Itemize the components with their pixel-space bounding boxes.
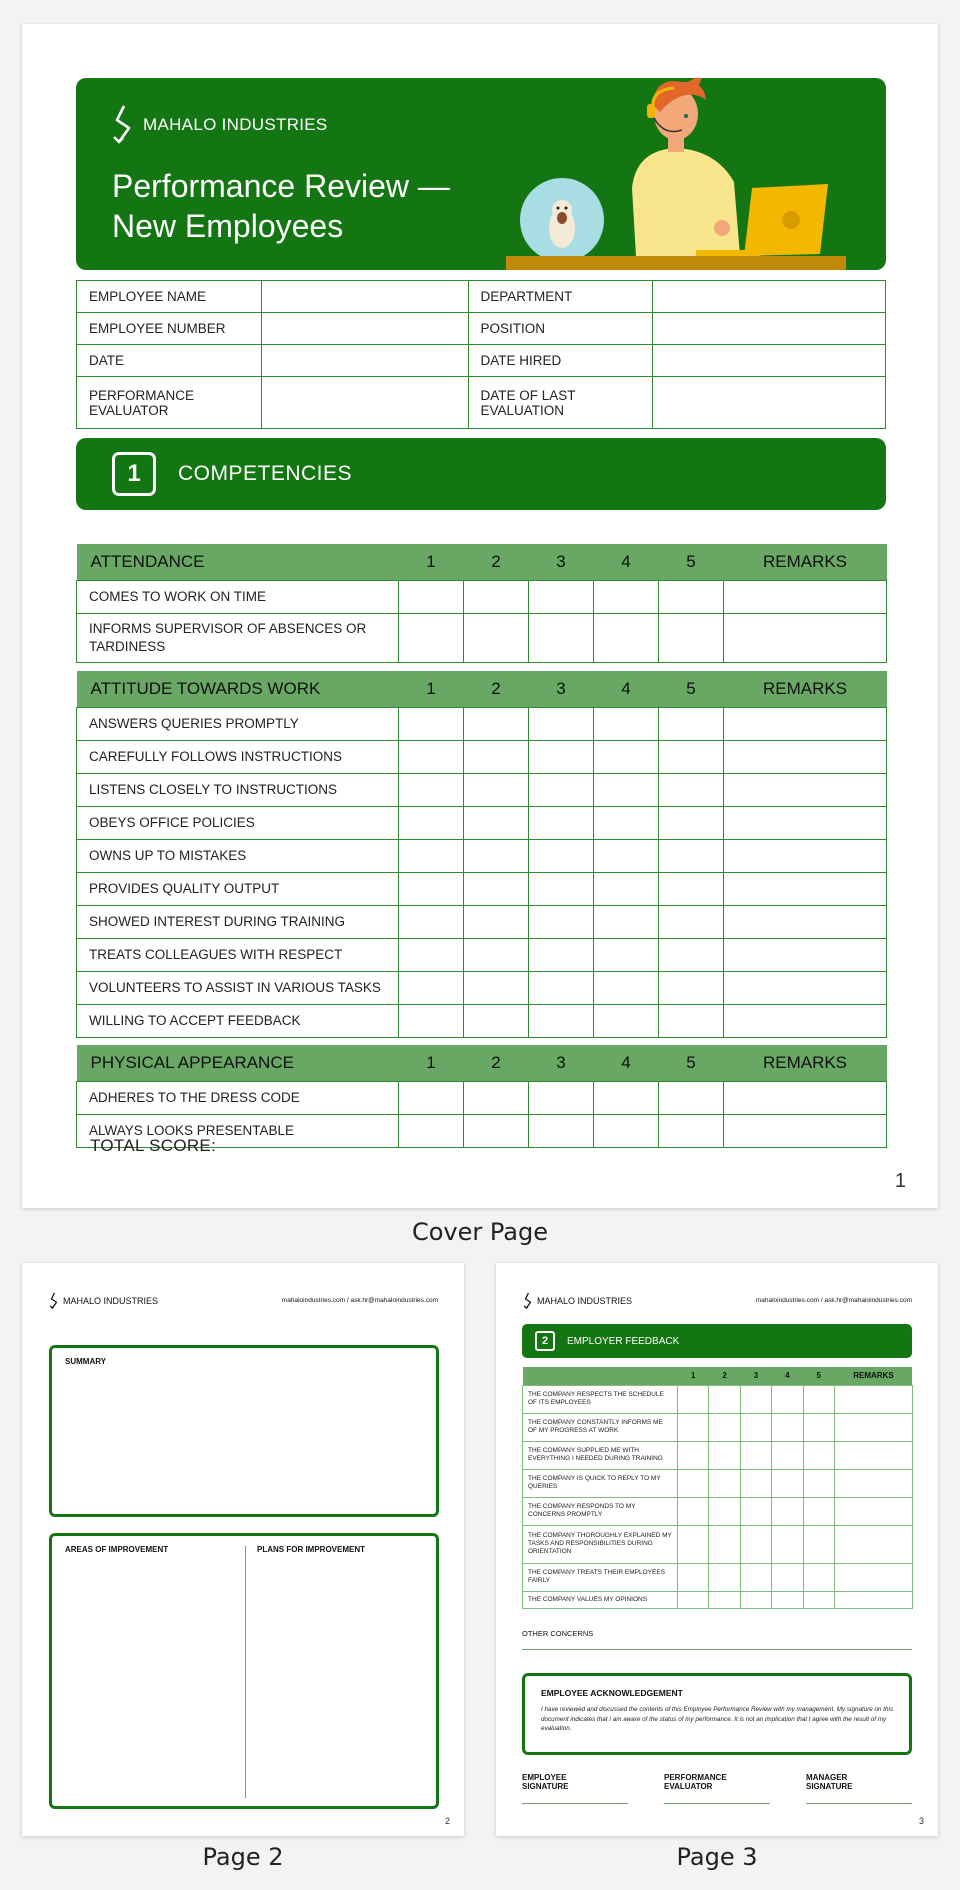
- scale-header-5: 5: [659, 671, 724, 707]
- feedback-label: THE COMPANY RESPONDS TO MY CONCERNS PROMPTLY: [523, 1497, 678, 1525]
- rating-cell-3[interactable]: [529, 938, 594, 971]
- remarks-header: REMARKS: [724, 1045, 887, 1081]
- remarks-cell[interactable]: [724, 839, 887, 872]
- employee-signature[interactable]: [522, 1773, 628, 1804]
- scale-header-5: 5: [659, 544, 724, 580]
- rating-cell-2[interactable]: [709, 1413, 740, 1441]
- remarks-cell[interactable]: [724, 938, 887, 971]
- group-title: ATTENDANCE: [77, 544, 399, 580]
- rating-cell-3[interactable]: [740, 1563, 771, 1591]
- rating-cell-3[interactable]: [740, 1497, 771, 1525]
- page-number: 2: [444, 1816, 450, 1826]
- employee-illustration: [76, 78, 886, 270]
- table-row: [523, 1441, 913, 1469]
- scale-header-3: 3: [740, 1367, 771, 1385]
- criterion-label: OBEYS OFFICE POLICIES: [77, 806, 399, 839]
- remarks-cell[interactable]: [834, 1563, 912, 1591]
- rating-cell-4[interactable]: [594, 872, 659, 905]
- info-row: [77, 377, 886, 429]
- group-title: PHYSICAL APPEARANCE: [77, 1045, 399, 1081]
- blank-header: [523, 1367, 678, 1385]
- table-header-row: [77, 1045, 887, 1081]
- remarks-cell[interactable]: [724, 580, 887, 613]
- improvement-box[interactable]: [49, 1533, 439, 1809]
- cover-caption: Cover Page: [411, 1218, 548, 1246]
- criterion-label: ALWAYS LOOKS PRESENTABLE: [77, 1114, 399, 1147]
- rating-cell-1[interactable]: [399, 773, 464, 806]
- rating-cell-5[interactable]: [803, 1413, 834, 1441]
- scale-header-5: 5: [659, 1045, 724, 1081]
- title-line-1: Performance Review —: [112, 168, 450, 204]
- remarks-cell[interactable]: [834, 1385, 912, 1413]
- feedback-label: THE COMPANY VALUES MY OPINIONS: [523, 1591, 678, 1608]
- last-evaluation-field[interactable]: [653, 377, 886, 429]
- date-field[interactable]: [261, 345, 468, 377]
- rating-cell-1[interactable]: [678, 1591, 709, 1608]
- rating-cell-5[interactable]: [659, 613, 724, 662]
- rating-cell-5[interactable]: [659, 707, 724, 740]
- rating-cell-5[interactable]: [659, 839, 724, 872]
- performance-evaluator-label: PERFORMANCE EVALUATOR: [77, 377, 262, 429]
- remarks-cell[interactable]: [724, 707, 887, 740]
- rating-cell-4[interactable]: [772, 1563, 803, 1591]
- remarks-cell[interactable]: [724, 872, 887, 905]
- criterion-label: WILLING TO ACCEPT FEEDBACK: [77, 1004, 399, 1037]
- feedback-label: THE COMPANY SUPPLIED ME WITH EVERYTHING I NEEDED DURING TRAINING: [523, 1441, 678, 1469]
- page-3-caption: Page 3: [676, 1843, 758, 1871]
- table-row: [77, 872, 887, 905]
- table-row: [77, 971, 887, 1004]
- rating-cell-5[interactable]: [659, 971, 724, 1004]
- rating-cell-4[interactable]: [594, 1004, 659, 1037]
- signature-line: [806, 1803, 912, 1804]
- other-concerns-label: OTHER CONCERNS: [522, 1629, 594, 1638]
- rating-cell-5[interactable]: [659, 938, 724, 971]
- rating-cell-2[interactable]: [709, 1525, 740, 1563]
- rating-cell-3[interactable]: [740, 1385, 771, 1413]
- rating-cell-5[interactable]: [803, 1469, 834, 1497]
- remarks-cell[interactable]: [834, 1469, 912, 1497]
- remarks-cell[interactable]: [724, 1114, 887, 1147]
- position-label: POSITION: [468, 313, 653, 345]
- employee-name-label: EMPLOYEE NAME: [77, 281, 262, 313]
- remarks-header: REMARKS: [834, 1367, 912, 1385]
- table-header-row: [523, 1367, 913, 1385]
- rating-cell-4[interactable]: [772, 1469, 803, 1497]
- rating-cell-5[interactable]: [803, 1591, 834, 1608]
- rating-cell-1[interactable]: [399, 613, 464, 662]
- rating-cell-3[interactable]: [740, 1441, 771, 1469]
- scale-header-4: 4: [594, 1045, 659, 1081]
- scale-header-2: 2: [464, 1045, 529, 1081]
- employer-feedback-section-bar: [522, 1324, 912, 1358]
- rating-cell-5[interactable]: [659, 1004, 724, 1037]
- rating-cell-3[interactable]: [740, 1413, 771, 1441]
- feedback-label: THE COMPANY TREATS THEIR EMPLOYEES FAIRLY: [523, 1563, 678, 1591]
- lightning-logo-icon: [523, 1291, 533, 1311]
- rating-cell-4[interactable]: [594, 971, 659, 1004]
- brand-name: MAHALO INDUSTRIES: [63, 1296, 159, 1306]
- criterion-label: PROVIDES QUALITY OUTPUT: [77, 872, 399, 905]
- page-number: 1: [894, 1170, 906, 1192]
- page-2-caption: Page 2: [202, 1843, 284, 1871]
- rating-cell-2[interactable]: [464, 872, 529, 905]
- remarks-cell[interactable]: [724, 905, 887, 938]
- table-row: [77, 938, 887, 971]
- remarks-cell[interactable]: [834, 1441, 912, 1469]
- rating-cell-4[interactable]: [772, 1497, 803, 1525]
- rating-cell-2[interactable]: [709, 1385, 740, 1413]
- rating-cell-1[interactable]: [399, 971, 464, 1004]
- signature-label: PERFORMANCE EVALUATOR: [664, 1773, 727, 1791]
- rating-cell-1[interactable]: [399, 1081, 464, 1114]
- position-field[interactable]: [653, 313, 886, 345]
- criterion-label: CAREFULLY FOLLOWS INSTRUCTIONS: [77, 740, 399, 773]
- rating-cell-5[interactable]: [659, 872, 724, 905]
- plans-for-improvement-label: PLANS FOR IMPROVEMENT: [257, 1545, 366, 1554]
- rating-cell-5[interactable]: [803, 1441, 834, 1469]
- rating-cell-2[interactable]: [709, 1469, 740, 1497]
- rating-cell-2[interactable]: [464, 773, 529, 806]
- rating-cell-4[interactable]: [594, 806, 659, 839]
- info-row: [77, 345, 886, 377]
- rating-cell-5[interactable]: [659, 905, 724, 938]
- rating-cell-2[interactable]: [464, 1114, 529, 1147]
- rating-cell-5[interactable]: [803, 1497, 834, 1525]
- table-row: [523, 1469, 913, 1497]
- table-row: [77, 1081, 887, 1114]
- rating-cell-3[interactable]: [529, 1004, 594, 1037]
- rating-cell-2[interactable]: [709, 1497, 740, 1525]
- page-number: 3: [918, 1816, 924, 1826]
- rating-cell-1[interactable]: [399, 740, 464, 773]
- rating-cell-3[interactable]: [529, 740, 594, 773]
- rating-cell-4[interactable]: [772, 1441, 803, 1469]
- employee-number-label: EMPLOYEE NUMBER: [77, 313, 262, 345]
- date-hired-field[interactable]: [653, 345, 886, 377]
- lightning-logo-icon: [49, 1291, 59, 1311]
- criterion-label: TREATS COLLEAGUES WITH RESPECT: [77, 938, 399, 971]
- section-number: 1: [112, 452, 156, 496]
- scale-header-3: 3: [529, 1045, 594, 1081]
- acknowledgement-box: [522, 1673, 912, 1755]
- rating-cell-1[interactable]: [678, 1413, 709, 1441]
- rating-cell-1[interactable]: [399, 872, 464, 905]
- column-divider: [245, 1546, 246, 1798]
- rating-cell-1[interactable]: [678, 1441, 709, 1469]
- scale-header-1: 1: [399, 671, 464, 707]
- remarks-cell[interactable]: [724, 613, 887, 662]
- rating-cell-1[interactable]: [678, 1469, 709, 1497]
- rating-cell-1[interactable]: [399, 1004, 464, 1037]
- competencies-section-bar: [76, 438, 886, 510]
- rating-cell-4[interactable]: [594, 938, 659, 971]
- rating-cell-5[interactable]: [659, 740, 724, 773]
- criterion-label: INFORMS SUPERVISOR OF ABSENCES OR TARDINESS: [77, 613, 399, 662]
- rating-cell-3[interactable]: [529, 971, 594, 1004]
- rating-cell-5[interactable]: [803, 1525, 834, 1563]
- rating-cell-1[interactable]: [678, 1497, 709, 1525]
- department-label: DEPARTMENT: [468, 281, 653, 313]
- department-field[interactable]: [653, 281, 886, 313]
- table-row: [77, 580, 887, 613]
- rating-cell-2[interactable]: [464, 613, 529, 662]
- table-header-row: [77, 544, 887, 580]
- signature-line: [522, 1803, 628, 1804]
- header-banner: [76, 78, 886, 270]
- rating-cell-5[interactable]: [659, 1114, 724, 1147]
- table-row: [77, 740, 887, 773]
- rating-cell-5[interactable]: [659, 1081, 724, 1114]
- attendance-table: [76, 544, 887, 663]
- summary-label: SUMMARY: [65, 1357, 107, 1366]
- physical-appearance-table: [76, 1045, 887, 1148]
- info-row: [77, 281, 886, 313]
- rating-cell-1[interactable]: [399, 707, 464, 740]
- rating-cell-1[interactable]: [399, 806, 464, 839]
- group-title: ATTITUDE TOWARDS WORK: [77, 671, 399, 707]
- table-row: [77, 1004, 887, 1037]
- rating-cell-4[interactable]: [594, 580, 659, 613]
- manager-signature[interactable]: [806, 1773, 912, 1804]
- page-2: [22, 1263, 464, 1836]
- title-line-2: New Employees: [112, 208, 344, 244]
- rating-cell-5[interactable]: [803, 1385, 834, 1413]
- contact-info: mahaloindustries.com / ask.hr@mahaloindustries.com: [755, 1297, 912, 1304]
- remarks-cell[interactable]: [724, 806, 887, 839]
- rating-cell-1[interactable]: [399, 580, 464, 613]
- scale-header-4: 4: [594, 544, 659, 580]
- remarks-cell[interactable]: [724, 740, 887, 773]
- rating-cell-2[interactable]: [464, 839, 529, 872]
- signature-label: EMPLOYEE SIGNATURE: [522, 1773, 569, 1791]
- remarks-cell[interactable]: [724, 1004, 887, 1037]
- rating-cell-4[interactable]: [594, 839, 659, 872]
- rating-cell-3[interactable]: [529, 707, 594, 740]
- table-row: [77, 613, 887, 662]
- rating-cell-3[interactable]: [529, 613, 594, 662]
- rating-cell-3[interactable]: [740, 1525, 771, 1563]
- rating-cell-5[interactable]: [659, 580, 724, 613]
- remarks-cell[interactable]: [834, 1497, 912, 1525]
- scale-header-2: 2: [709, 1367, 740, 1385]
- rating-cell-3[interactable]: [740, 1591, 771, 1608]
- table-row: [523, 1413, 913, 1441]
- feedback-label: THE COMPANY THOROUGHLY EXPLAINED MY TASKS AND RESPONSIBILITIES DURING ORIENTATION: [523, 1525, 678, 1563]
- rating-cell-2[interactable]: [464, 938, 529, 971]
- criterion-label: ANSWERS QUERIES PROMPTLY: [77, 707, 399, 740]
- rating-cell-4[interactable]: [772, 1525, 803, 1563]
- feedback-label: THE COMPANY CONSTANTLY INFORMS ME OF MY PROGRESS AT WORK: [523, 1413, 678, 1441]
- remarks-cell[interactable]: [834, 1591, 912, 1608]
- attitude-table: [76, 671, 887, 1038]
- remarks-header: REMARKS: [724, 544, 887, 580]
- criterion-label: LISTENS CLOSELY TO INSTRUCTIONS: [77, 773, 399, 806]
- table-row: [77, 905, 887, 938]
- contact-info: mahaloindustries.com / ask.hr@mahaloindustries.com: [281, 1297, 438, 1304]
- rating-cell-2[interactable]: [709, 1591, 740, 1608]
- rating-cell-1[interactable]: [399, 905, 464, 938]
- rating-cell-1[interactable]: [399, 1114, 464, 1147]
- rating-cell-2[interactable]: [464, 971, 529, 1004]
- rating-cell-1[interactable]: [399, 839, 464, 872]
- rating-cell-2[interactable]: [464, 1004, 529, 1037]
- rating-cell-3[interactable]: [529, 872, 594, 905]
- table-row: [77, 707, 887, 740]
- scale-header-3: 3: [529, 544, 594, 580]
- criterion-label: OWNS UP TO MISTAKES: [77, 839, 399, 872]
- scale-header-1: 1: [678, 1367, 709, 1385]
- rating-cell-1[interactable]: [678, 1525, 709, 1563]
- rating-cell-2[interactable]: [709, 1563, 740, 1591]
- date-hired-label: DATE HIRED: [468, 345, 653, 377]
- rating-cell-4[interactable]: [594, 740, 659, 773]
- rating-cell-4[interactable]: [594, 613, 659, 662]
- table-row: [523, 1497, 913, 1525]
- scale-header-4: 4: [772, 1367, 803, 1385]
- rating-cell-3[interactable]: [529, 839, 594, 872]
- rating-cell-4[interactable]: [772, 1591, 803, 1608]
- rating-cell-2[interactable]: [464, 707, 529, 740]
- criterion-label: COMES TO WORK ON TIME: [77, 580, 399, 613]
- rating-cell-4[interactable]: [594, 905, 659, 938]
- areas-of-improvement-label: AREAS OF IMPROVEMENT: [65, 1545, 169, 1554]
- rating-cell-1[interactable]: [678, 1385, 709, 1413]
- feedback-label: THE COMPANY IS QUICK TO REPLY TO MY QUERIES: [523, 1469, 678, 1497]
- scale-header-5: 5: [803, 1367, 834, 1385]
- brand-name: MAHALO INDUSTRIES: [143, 115, 328, 134]
- rating-cell-2[interactable]: [464, 1081, 529, 1114]
- rating-cell-5[interactable]: [803, 1563, 834, 1591]
- feedback-label: THE COMPANY RESPECTS THE SCHEDULE OF ITS EMPLOYEES: [523, 1385, 678, 1413]
- employee-number-field[interactable]: [261, 313, 468, 345]
- criterion-label: SHOWED INTEREST DURING TRAINING: [77, 905, 399, 938]
- employee-name-field[interactable]: [261, 281, 468, 313]
- rating-cell-4[interactable]: [594, 773, 659, 806]
- summary-box[interactable]: [49, 1345, 439, 1517]
- remarks-header: REMARKS: [724, 671, 887, 707]
- brand-name: MAHALO INDUSTRIES: [537, 1296, 633, 1306]
- remarks-cell[interactable]: [724, 971, 887, 1004]
- page-3: [496, 1263, 938, 1836]
- rating-cell-2[interactable]: [464, 905, 529, 938]
- brand: [49, 1291, 158, 1311]
- acknowledgement-title: EMPLOYEE ACKNOWLEDGEMENT: [541, 1688, 683, 1698]
- date-label: DATE: [77, 345, 262, 377]
- rating-cell-3[interactable]: [740, 1469, 771, 1497]
- section-title: COMPETENCIES: [178, 462, 353, 485]
- rating-cell-4[interactable]: [772, 1385, 803, 1413]
- remarks-cell[interactable]: [724, 1081, 887, 1114]
- rating-cell-3[interactable]: [529, 773, 594, 806]
- scale-header-2: 2: [464, 544, 529, 580]
- remarks-cell[interactable]: [724, 773, 887, 806]
- table-row: [523, 1563, 913, 1591]
- scale-header-1: 1: [399, 544, 464, 580]
- rating-cell-2[interactable]: [709, 1441, 740, 1469]
- brand: [523, 1291, 632, 1311]
- table-row: [77, 839, 887, 872]
- table-row: [523, 1385, 913, 1413]
- other-concerns-line[interactable]: [522, 1649, 912, 1650]
- info-row: [77, 313, 886, 345]
- rating-cell-4[interactable]: [772, 1413, 803, 1441]
- scale-header-3: 3: [529, 671, 594, 707]
- table-row: [77, 773, 887, 806]
- remarks-cell[interactable]: [834, 1525, 912, 1563]
- last-evaluation-label: DATE OF LAST EVALUATION: [468, 377, 653, 429]
- rating-cell-3[interactable]: [529, 806, 594, 839]
- scale-header-1: 1: [399, 1045, 464, 1081]
- criterion-label: ADHERES TO THE DRESS CODE: [77, 1081, 399, 1114]
- section-number: 2: [535, 1331, 555, 1351]
- rating-cell-2[interactable]: [464, 580, 529, 613]
- total-score-label: TOTAL SCORE:: [90, 1136, 217, 1155]
- rating-cell-2[interactable]: [464, 806, 529, 839]
- scale-header-2: 2: [464, 671, 529, 707]
- scale-header-4: 4: [594, 671, 659, 707]
- evaluator-signature[interactable]: [664, 1773, 770, 1804]
- table-header-row: [77, 671, 887, 707]
- rating-cell-4[interactable]: [594, 1114, 659, 1147]
- rating-cell-4[interactable]: [594, 1081, 659, 1114]
- rating-cell-3[interactable]: [529, 1081, 594, 1114]
- table-row: [523, 1591, 913, 1608]
- cover-page: [22, 24, 938, 1208]
- rating-cell-4[interactable]: [594, 707, 659, 740]
- criterion-label: VOLUNTEERS TO ASSIST IN VARIOUS TASKS: [77, 971, 399, 1004]
- employer-feedback-table: [522, 1367, 913, 1609]
- section-title: EMPLOYER FEEDBACK: [567, 1335, 680, 1347]
- rating-cell-1[interactable]: [399, 938, 464, 971]
- remarks-cell[interactable]: [834, 1413, 912, 1441]
- signature-line: [664, 1803, 770, 1804]
- rating-cell-3[interactable]: [529, 905, 594, 938]
- acknowledgement-text: I have reviewed and discussed the contents of this Employee Performance Review with my management. My signature on this document indicates that I am aware of the status of my performance. It is not an implication that I agree with the result of my evaluation.: [541, 1706, 894, 1732]
- table-row: [77, 806, 887, 839]
- performance-evaluator-field[interactable]: [261, 377, 468, 429]
- rating-cell-5[interactable]: [659, 806, 724, 839]
- table-row: [523, 1525, 913, 1563]
- employee-info-table: [76, 280, 886, 429]
- rating-cell-2[interactable]: [464, 740, 529, 773]
- rating-cell-5[interactable]: [659, 773, 724, 806]
- signature-label: MANAGER SIGNATURE: [806, 1773, 853, 1791]
- rating-cell-3[interactable]: [529, 580, 594, 613]
- rating-cell-1[interactable]: [678, 1563, 709, 1591]
- rating-cell-3[interactable]: [529, 1114, 594, 1147]
